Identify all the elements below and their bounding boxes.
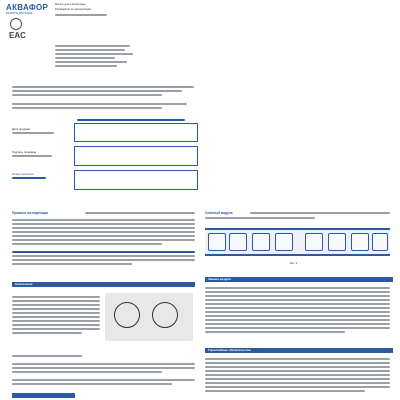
text-line xyxy=(205,307,390,309)
figure-caption: Рис. 1 xyxy=(290,262,298,265)
step-7-icon xyxy=(351,233,369,251)
text-line xyxy=(12,227,195,229)
text-line xyxy=(12,300,100,302)
step-4-icon xyxy=(275,233,293,251)
text-line xyxy=(12,219,195,221)
brand-logo xyxy=(6,3,48,15)
cert-text-line xyxy=(55,57,115,59)
text-line xyxy=(12,320,100,322)
text-line xyxy=(205,331,345,333)
text-line xyxy=(205,291,390,293)
text-line xyxy=(205,303,390,305)
section-header-bottom xyxy=(12,393,75,398)
section-title-rules: Правила эксплуатации xyxy=(12,211,49,215)
text-line xyxy=(12,235,195,237)
step-5-icon xyxy=(305,233,323,251)
text-line xyxy=(205,299,390,301)
fields-header-line xyxy=(77,119,185,121)
text-line xyxy=(205,311,390,313)
text-line xyxy=(12,296,100,298)
step-6-icon xyxy=(328,233,346,251)
section-header-warranty: Гарантийные обязательства xyxy=(205,348,393,353)
text-line xyxy=(12,304,100,306)
brand-name: АКВАФОР xyxy=(6,3,49,12)
text-line xyxy=(12,328,100,330)
section-subtitle-line xyxy=(85,212,195,214)
cert-circle-icon xyxy=(10,18,22,30)
eac-mark: EAC xyxy=(9,31,26,40)
step-8-icon xyxy=(372,233,388,251)
text-line xyxy=(12,308,100,310)
text-line xyxy=(205,295,390,297)
step-1-icon xyxy=(208,233,226,251)
text-line xyxy=(205,366,390,368)
text-line xyxy=(12,324,100,326)
text-line xyxy=(12,239,195,241)
field-sublabel xyxy=(12,155,52,157)
section-title-module: Сменный модуль xyxy=(205,211,233,215)
indicator-dial-1-icon xyxy=(114,302,140,328)
text-line xyxy=(12,371,162,373)
text-line xyxy=(205,327,390,329)
text-line xyxy=(205,319,390,321)
field-sublabel xyxy=(12,177,46,179)
text-line xyxy=(205,362,390,364)
text-line xyxy=(12,379,195,381)
intro-line xyxy=(12,107,162,109)
cert-text-line xyxy=(55,61,127,63)
cert-text-line xyxy=(55,49,125,51)
intro-line xyxy=(12,86,194,88)
text-line xyxy=(12,231,195,233)
text-line xyxy=(12,383,172,385)
text-line xyxy=(205,217,315,219)
text-line xyxy=(205,287,390,289)
text-line xyxy=(12,367,195,369)
step-3-icon xyxy=(252,233,270,251)
intro-line xyxy=(12,103,187,105)
text-line xyxy=(12,243,162,245)
text-line xyxy=(205,358,390,360)
text-line xyxy=(205,374,390,376)
text-line xyxy=(12,332,82,334)
text-line xyxy=(12,255,195,257)
header-text-line xyxy=(55,14,107,16)
section-header-purpose: Назначение xyxy=(12,282,195,287)
text-line xyxy=(205,382,390,384)
brand-tagline: ФИЛЬТРЫ ДЛЯ ВОДЫ xyxy=(6,12,33,15)
text-line xyxy=(12,363,195,365)
field-sublabel xyxy=(12,132,54,134)
intro-line xyxy=(12,94,162,96)
cert-text-line xyxy=(55,65,117,67)
text-line xyxy=(12,223,195,225)
step-2-icon xyxy=(229,233,247,251)
text-line xyxy=(205,378,390,380)
field-label-1: Дата продажи xyxy=(12,127,31,131)
text-line xyxy=(12,355,82,357)
shop-stamp-field[interactable] xyxy=(74,170,198,190)
text-line xyxy=(12,251,195,253)
cert-text-line xyxy=(55,45,130,47)
text-line xyxy=(250,212,390,214)
sale-date-field[interactable] xyxy=(74,123,198,142)
field-label-3: Штамп магазина xyxy=(12,172,34,176)
text-line xyxy=(12,263,132,265)
text-line xyxy=(205,390,365,392)
intro-line xyxy=(12,90,182,92)
text-line xyxy=(12,316,100,318)
section-header-replacement: Замена модуля xyxy=(205,277,393,282)
indicator-dial-2-icon xyxy=(152,302,178,328)
seller-signature-field[interactable] xyxy=(74,146,198,166)
text-line xyxy=(205,370,390,372)
field-label-2: Подпись продавца xyxy=(12,150,37,154)
cert-text-line xyxy=(55,53,133,55)
header-line-2: Руководство по эксплуатации xyxy=(55,8,91,11)
text-line xyxy=(12,259,195,261)
text-line xyxy=(205,323,390,325)
text-line xyxy=(205,386,390,388)
header-line-1: Фильтр для очистки воды xyxy=(55,3,86,6)
text-line xyxy=(205,315,390,317)
text-line xyxy=(12,312,100,314)
